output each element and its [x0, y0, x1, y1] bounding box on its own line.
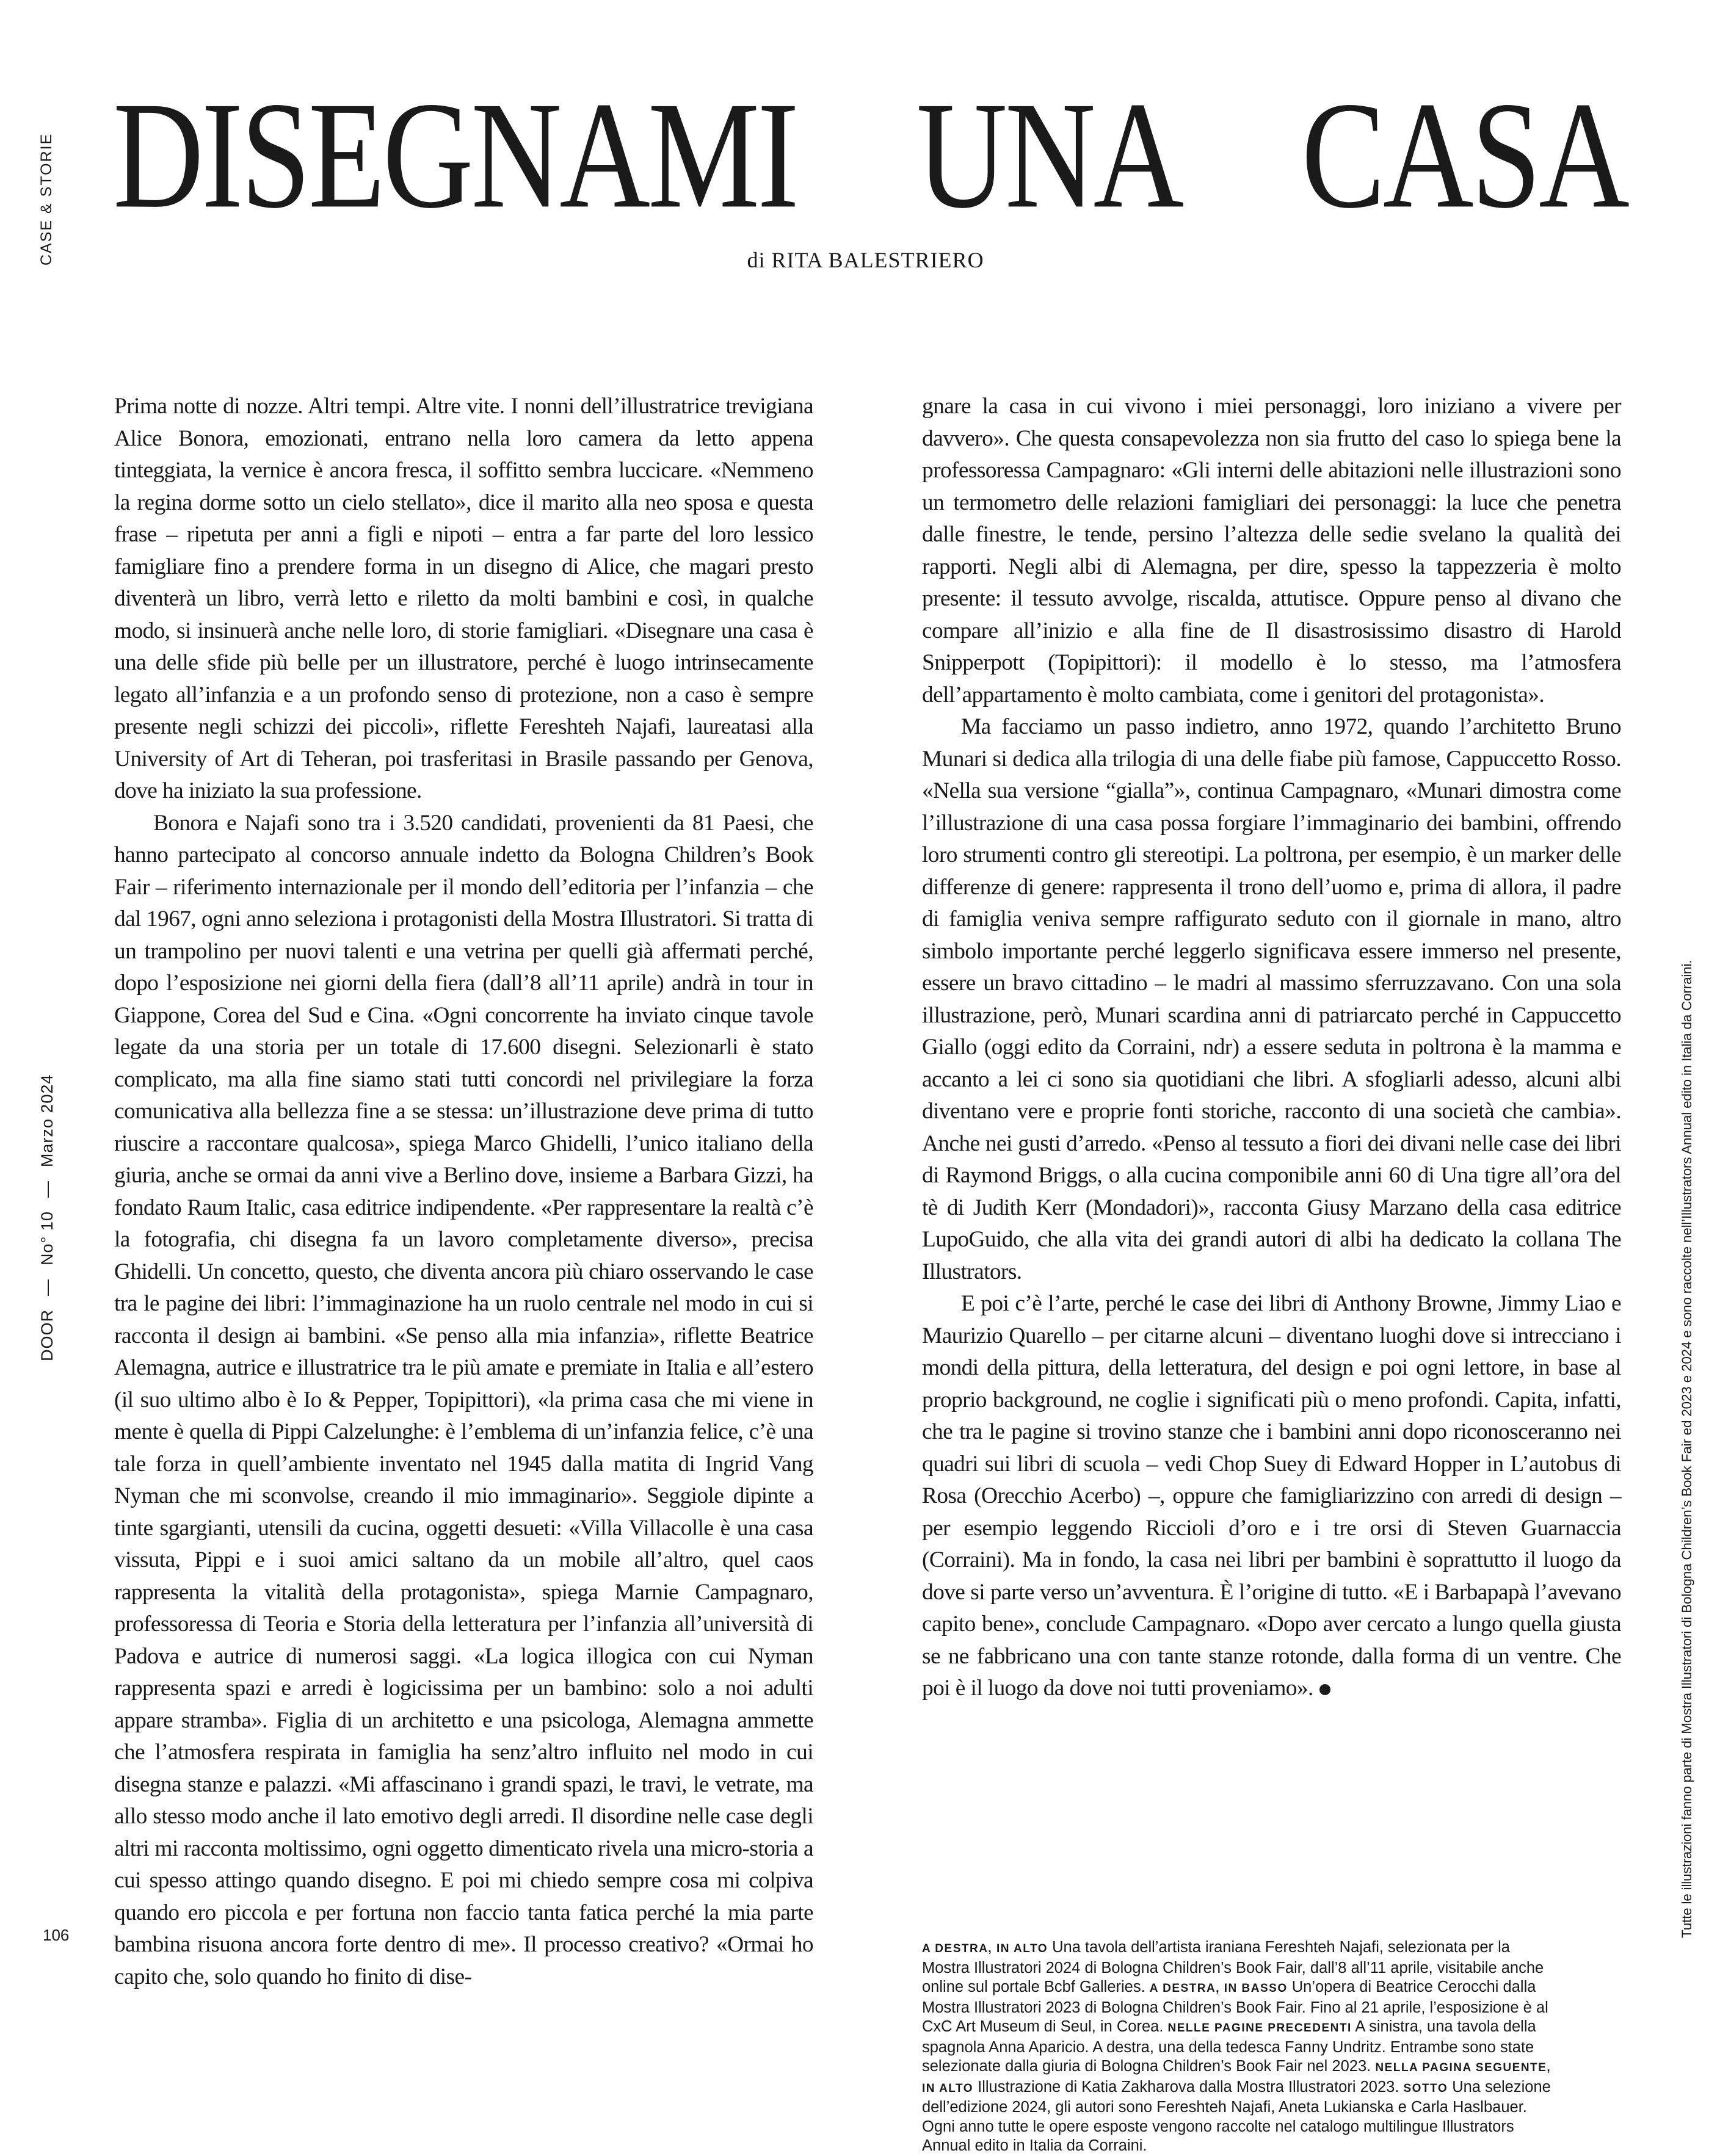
issue-number: No° 10 [38, 1211, 56, 1265]
caption-text: Una selezione dell’edizione 2024, gli autori sono Fereshteh Najafi, Aneta Lukianska e Carla Haslbauer. Ogni anno tutte le opere esposte vengono raccolte nel catalogo multilingue Illustrators Annual edito in Italia da Corraini. [922, 2078, 1551, 2154]
end-of-article-icon [1319, 1684, 1330, 1695]
separator: — [38, 1181, 56, 1198]
caption-label: NELLE PAGINE PRECEDENTI [1167, 2022, 1352, 2035]
page-number: 106 [43, 1926, 70, 1944]
title-word: UNA [916, 69, 1182, 241]
section-label: CASE & STORIE [38, 132, 55, 266]
caption-label: NELLA PAGINA SEGUENTE, IN ALTO [922, 2061, 1551, 2095]
paragraph: Bonora e Najafi sono tra i 3.520 candidati, provenienti da 81 Paesi, che hanno partecipato al concorso annuale indetto da Bologna Children’s Book Fair – riferimento internazionale per il mondo dell’editoria per l’infanzia – che dal 1967, ogni anno seleziona i protagonisti della Mostra Illustratori. Si tratta di un trampolino per nuovi talenti e una vetrina per quelli già affermati perché, dopo l’esposizione nei giorni della fiera (dall’8 all’11 aprile) andrà in tour in Giappone, Corea del Sud e Cina. «Ogni concorrente ha inviato cinque tavole legate da una storia per un totale di 17.600 disegni. Selezionarli è stato complicato, ma alla fine siamo stati tutti concordi nel privilegiare la forza comunicativa alla bellezza fine a se stessa: un’illustrazione deve prima di tutto riuscire a raccontare qualcosa», spiega Marco Ghidelli, l’unico italiano della giuria, anche se ormai da anni vive a Berlino dove, insieme a Barbara Gizzi, ha fondato Raum Italic, casa editrice indipendente. «Per rappresentare la realtà c’è la fotografia, chi disegna fa un lavoro completamente diverso», precisa Ghidelli. Un concetto, questo, che diventa ancora più chiaro osservando le case tra le pagine dei libri: l’immaginazione ha un ruolo centrale nel modo in cui si racconta il design ai bambini. «Se penso alla mia infanzia», riflette Beatrice Alemagna, autrice e illustratrice tra le più amate e premiate in Italia e all’estero (il suo ultimo albo è Io & Pepper, Topipittori), «la prima casa che mi viene in mente è quella di Pippi Calzelunghe: è l’emblema di un’infanzia felice, c’è una tale forza in quell’ambiente inventato nel 1945 dalla matita di Ingrid Vang Nyman che mi sconvolse, creando il mio immaginario». Seggiole dipinte a tinte sgargianti, utensili da cucina, oggetti desueti: «Villa Villacolle è una casa vissuta, Pippi e i suoi amici saltano da un mobile all’altro, quel caos rappresenta la vitalità della protagonista», spiega Marnie Campagnaro, professoressa di Teoria e Storia della letteratura per l’infanzia all’università di Padova e autrice di numerosi saggi. «La logica illogica con cui Nyman rappresenta spazi e arredi è logicissima per un bambino: solo a noi adulti appare stramba». Figlia di un architetto e una psicologa, Alemagna ammette che l’atmosfera respirata in famiglia ha senz’altro influito nel modo in cui disegna stanze e palazzi. «Mi affascinano i grandi spazi, le travi, le vetrate, ma allo stesso modo anche il lato emotivo degli arredi. Il disordine nelle case degli altri mi racconta moltissimo, ogni oggetto dimenticato rivela una micro-storia a cui spesso attingo quando disegno. E poi mi chiedo sempre cosa mi colpiva quando ero piccola e per fortuna non faccio tanta fatica perché la mia parte bambina risuona ancora forte dentro di me». Il processo creativo? «Ormai ho capito che, solo quando ho finito di dise- [114, 810, 813, 1989]
paragraph: Ma facciamo un passo indietro, anno 1972, quando l’architetto Bruno Munari si dedica alla trilogia di una delle fiabe più famose, Cappuccetto Rosso. «Nella sua versione “gialla”», continua Campagnaro, «Munari dimostra come l’illustrazione di una casa possa forgiare l’immaginario dei bambini, offrendo loro strumenti contro gli stereotipi. La poltrona, per esempio, è un marker delle differenze di genere: rappresenta il trono dell’uomo e, prima di allora, il padre di famiglia veniva sempre raffigurato seduto con il giornale in mano, altro simbolo importante perché leggerlo significava essere immerso nel presente, essere un bravo cittadino – le madri al massimo sferruzzavano. Con una sola illustrazione, però, Munari scardina anni di patriarcato perché in Cappuccetto Giallo (oggi edito da Corraini, ndr) a essere seduta in poltrona è la mamma e accanto a lei ci sono sia quotidiani che libri. A sfogliarli adesso, alcuni albi diventano vere e proprie fonti storiche, racconto di una società che cambia». Anche nei gusti d’arredo. «Penso al tessuto a fiori dei divani nelle case dei libri di Raymond Briggs, o alla cucina componibile anni 60 di Una tigre all’ora del tè di Judith Kerr (Mondadori)», racconta Giusy Marzano della casa editrice LupoGuido, che alla vita dei grandi autori di albi ha dedicato la collana The Illustrators. [922, 714, 1621, 1284]
article-title [113, 69, 1627, 259]
paragraph-text: E poi c’è l’arte, perché le case dei libri di Anthony Browne, Jimmy Liao e Maurizio Quarello – per citarne alcuni – diventano luoghi dove si intrecciano i mondi della pittura, della letteratura, del design e poi ogni lettore, in base al proprio background, ne coglie i significati più o meno profondi. Capita, infatti, che tra le pagine si trovino stanze che i bambini anni dopo riconosceranno nei quadri sui libri di scuola – vedi Chop Suey di Edward Hopper in L’autobus di Rosa (Orecchio Acerbo) –, oppure che famigliarizzino con arredi di design – per esempio leggendo Riccioli d’oro e i tre orsi di Steven Guarnaccia (Corraini). Ma in fondo, la casa nei libri per bambini è soprattutto il luogo da dove si parte verso un’avventura. È l’origine di tutto. «E i Barbapapà l’avevano capito bene», conclude Campagnaro. «Dopo aver cercato a lungo quella giusta se ne fabbricano una con tante stanze rotonde, dalla forma di un ventre. Che poi è il luogo da dove noi tutti proveniamo». [922, 1291, 1621, 1701]
caption-label: SOTTO [1403, 2082, 1448, 2095]
byline: di RITA BALESTRIERO [747, 248, 984, 272]
issue-date: Marzo 2024 [38, 1074, 56, 1168]
image-captions [922, 1938, 1560, 2156]
article-column-right [922, 391, 1621, 1758]
article-column-left [114, 391, 813, 1989]
caption-label: A DESTRA, IN ALTO [922, 1942, 1048, 1955]
caption-text: Un’opera di Beatrice Cerocchi dalla Mostra Illustratori 2023 di Bologna Children’s Book Fair. Fino al 21 aprile, l’esposizione è al CxC Art Museum di Seul, in Corea. [922, 1978, 1548, 2035]
caption-text: Illustrazione di Katia Zakharova dalla Mostra Illustratori 2023. [978, 2078, 1399, 2096]
paragraph [922, 1288, 1621, 1705]
paragraph: gnare la casa in cui vivono i miei personaggi, loro iniziano a vivere per davvero». Che questa consapevolezza non sia frutto del caso lo spiega bene la professoressa Campagnaro: «Gli interni delle abitazioni nelle illustrazioni sono un termometro delle relazioni famigliari dei personaggi: la luce che penetra dalle finestre, le tende, persino l’altezza delle sedie svelano la qualità dei rapporti. Negli albi di Alemagna, per dire, spesso la tappezzeria è molto presente: il tessuto avvolge, riscalda, attutisce. Oppure penso al divano che compare all’inizio e alla fine de Il disastrosissimo disastro di Harold Snipperpott (Topipittori): il modello è lo stesso, ma l’atmosfera dell’appartamento è molto cambiata, come i genitori del protagonista». [922, 394, 1621, 707]
title-word: CASA [1301, 69, 1627, 241]
caption-label: A DESTRA, IN BASSO [1149, 1982, 1288, 1995]
illustration-credit: Tutte le illustrazioni fanno parte di Mostra Illustratori di Bologna Children’s Book Fair ed 2023 e 2024 e sono raccolte nell’Illustrators Annual edito in Italia da Corraini. [1679, 960, 1694, 1938]
caption-text: A sinistra, una tavola della spagnola Anna Aparicio. A destra, una della tedesca Fanny Undritz. Entrambe sono state selezionate dalla giuria di Bologna Children’s Book Fair nel 2023. [922, 2018, 1536, 2075]
paragraph: Prima notte di nozze. Altri tempi. Altre vite. I nonni dell’illustratrice trevigiana Alice Bonora, emozionati, entrano nella loro camera da letto appena tinteggiata, la vernice è ancora fresca, il soffitto sembra luccicare. «Nemmeno la regina dorme sotto un cielo stellato», dice il marito alla neo sposa e questa frase – ripetuta per anni a figli e nipoti – entra a far parte del loro lessico famigliare fino a prendere forma in un disegno di Alice, che magari presto diventerà un libro, verrà letto e riletto da molti bambini e così, in qualche modo, si insinuerà anche nelle loro, di storie famigliari. «Disegnare una casa è una delle sfide più belle per un illustratore, perché è luogo intrinsecamente legato all’infanzia e a un profondo senso di protezione, non a caso è sempre presente negli schizzi dei piccoli», riflette Fereshteh Najafi, laureatasi alla University of Art di Teheran, poi trasferitasi in Brasile passando per Genova, dove ha iniziato la sua professione. [114, 394, 813, 803]
title-word: DISEGNAMI [113, 69, 797, 241]
separator: — [38, 1279, 56, 1296]
issue-info [38, 897, 62, 1361]
magazine-name: DOOR [38, 1309, 56, 1361]
caption-text: Una tavola dell’artista iraniana Fereshteh Najafi, selezionata per la Mostra Illustratori 2024 di Bologna Children’s Book Fair, dall’8 all’11 aprile, visitabile anche online sul portale Bcbf Galleries. [922, 1939, 1544, 1995]
